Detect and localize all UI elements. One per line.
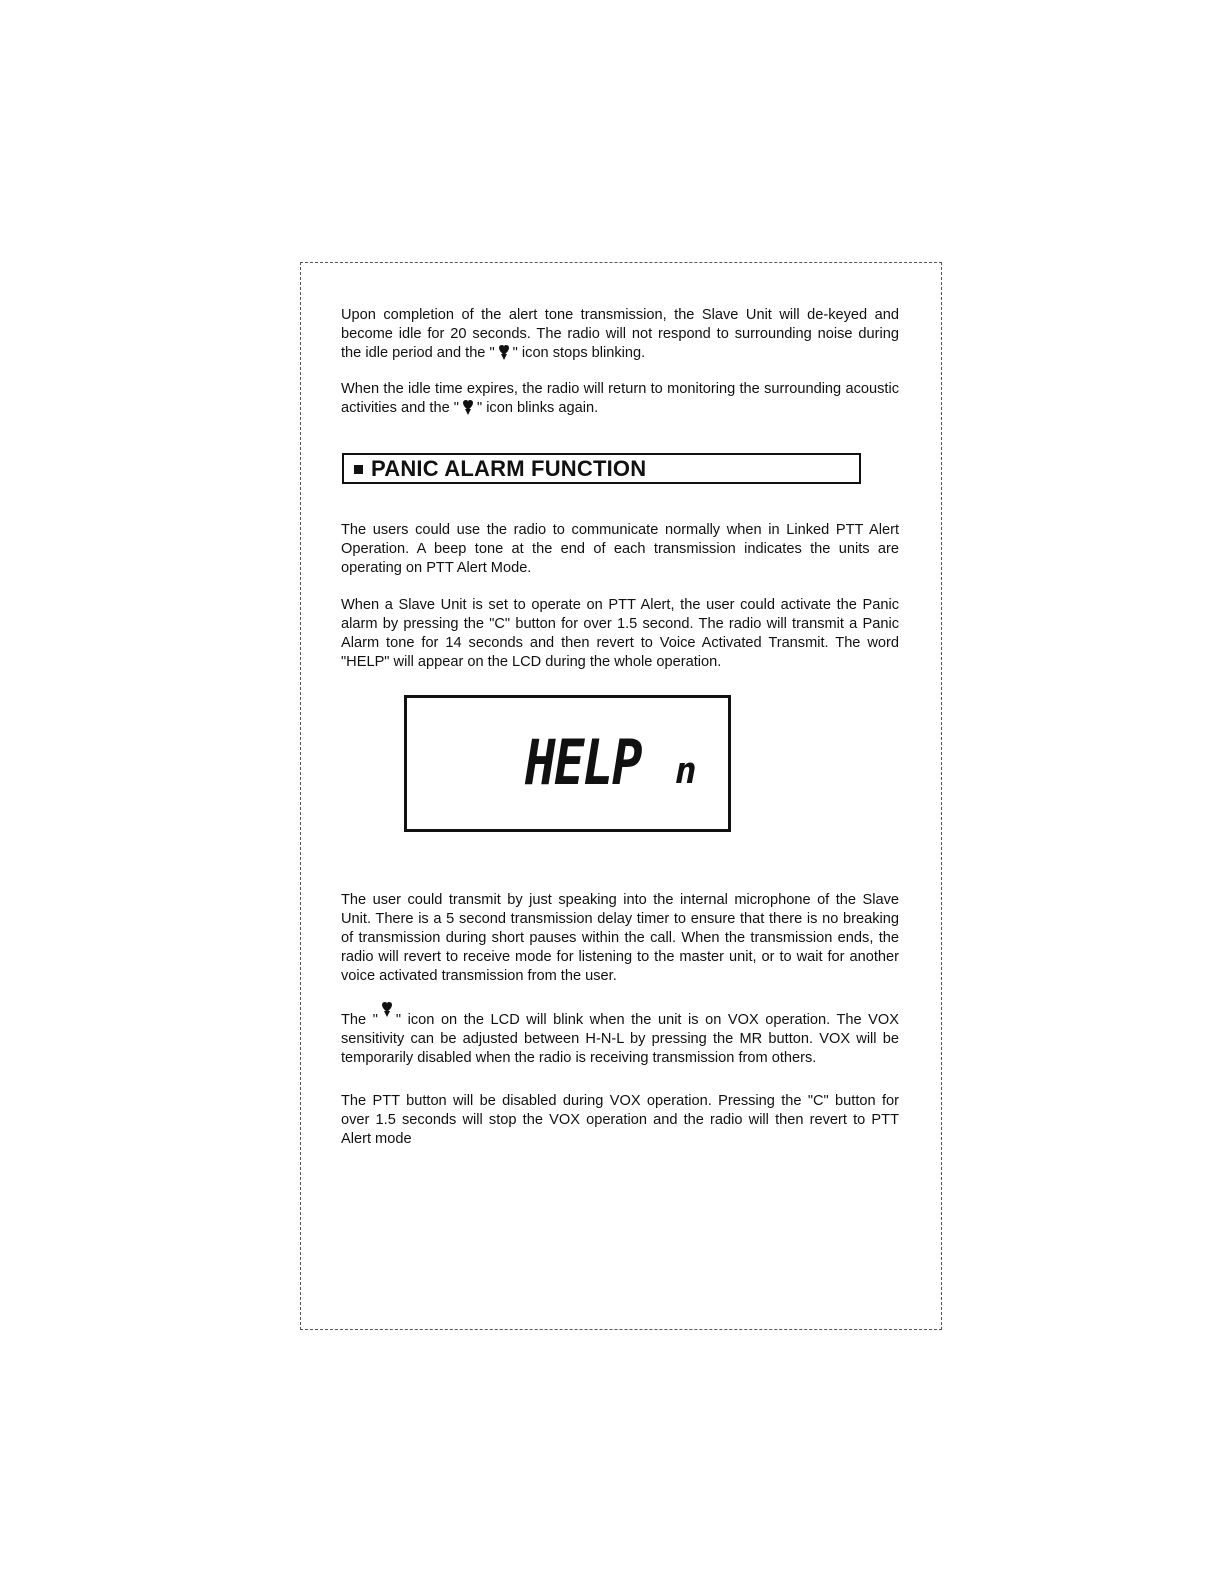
paragraph-panic-alarm	[341, 596, 899, 672]
vox-icon	[495, 344, 513, 363]
paragraph-ptt-disabled	[341, 1092, 899, 1149]
lcd-side-text: n	[675, 751, 697, 792]
square-bullet-icon	[354, 465, 363, 474]
paragraph-text: When a Slave Unit is set to operate on PTT Alert, the user could activate the Panic alarm by pressing the "C" button for over 1.5 second. The radio will transmit a Panic Alarm tone for 14 seconds and then revert to Voice Activated Transmit. The word "HELP" will appear on the LCD during the whole operation.	[341, 597, 899, 670]
vox-icon	[378, 1002, 396, 1030]
paragraph-text: The PTT button will be disabled during VOX operation. Pressing the "C" button for over 1.5 seconds will stop the VOX operation and the radio will then revert to PTT Alert mode	[341, 1093, 899, 1147]
paragraph-text: Upon completion of the alert tone transmission, the Slave Unit will de-keyed and become idle for 20 seconds. The radio will not respond to surrounding noise during the idle period and the "	[341, 307, 899, 361]
paragraph-text: " icon blinks again.	[476, 400, 599, 416]
paragraph-linked-ptt	[341, 521, 899, 578]
paragraph-text: " icon stops blinking.	[512, 345, 646, 361]
paragraph-idle-expire	[341, 380, 899, 418]
paragraph-text: The user could transmit by just speaking into the internal microphone of the Slave Unit. There is a 5 second transmission delay timer to ensure that there is no breaking of transmission during short pauses within the call. When the transmission ends, the radio will revert to receive mode for listening to the master unit, or to wait for another voice activated transmission from the user.	[341, 892, 899, 984]
paragraph-text: The "	[341, 1012, 378, 1028]
lcd-main-text: HELP	[525, 726, 641, 799]
paragraph-vox-transmit	[341, 891, 899, 986]
lcd-display	[404, 695, 731, 832]
paragraph-text: The users could use the radio to communicate normally when in Linked PTT Alert Operation. A beep tone at the end of each transmission indicates the units are operating on PTT Alert Mode.	[341, 522, 899, 576]
paragraph-text: When the idle time expires, the radio will return to monitoring the surrounding acoustic activities and the "	[341, 381, 899, 416]
section-title: PANIC ALARM FUNCTION	[371, 455, 647, 481]
vox-icon	[459, 399, 477, 418]
paragraph-vox-icon	[341, 1002, 899, 1068]
section-heading	[342, 453, 861, 484]
paragraph-alert-idle	[341, 306, 899, 363]
paragraph-text: " icon on the LCD will blink when the unit is on VOX operation. The VOX sensitivity can be adjusted between H-N-L by pressing the MR button. VOX will be temporarily disabled when the radio is receiving transmission from others.	[341, 1012, 899, 1066]
